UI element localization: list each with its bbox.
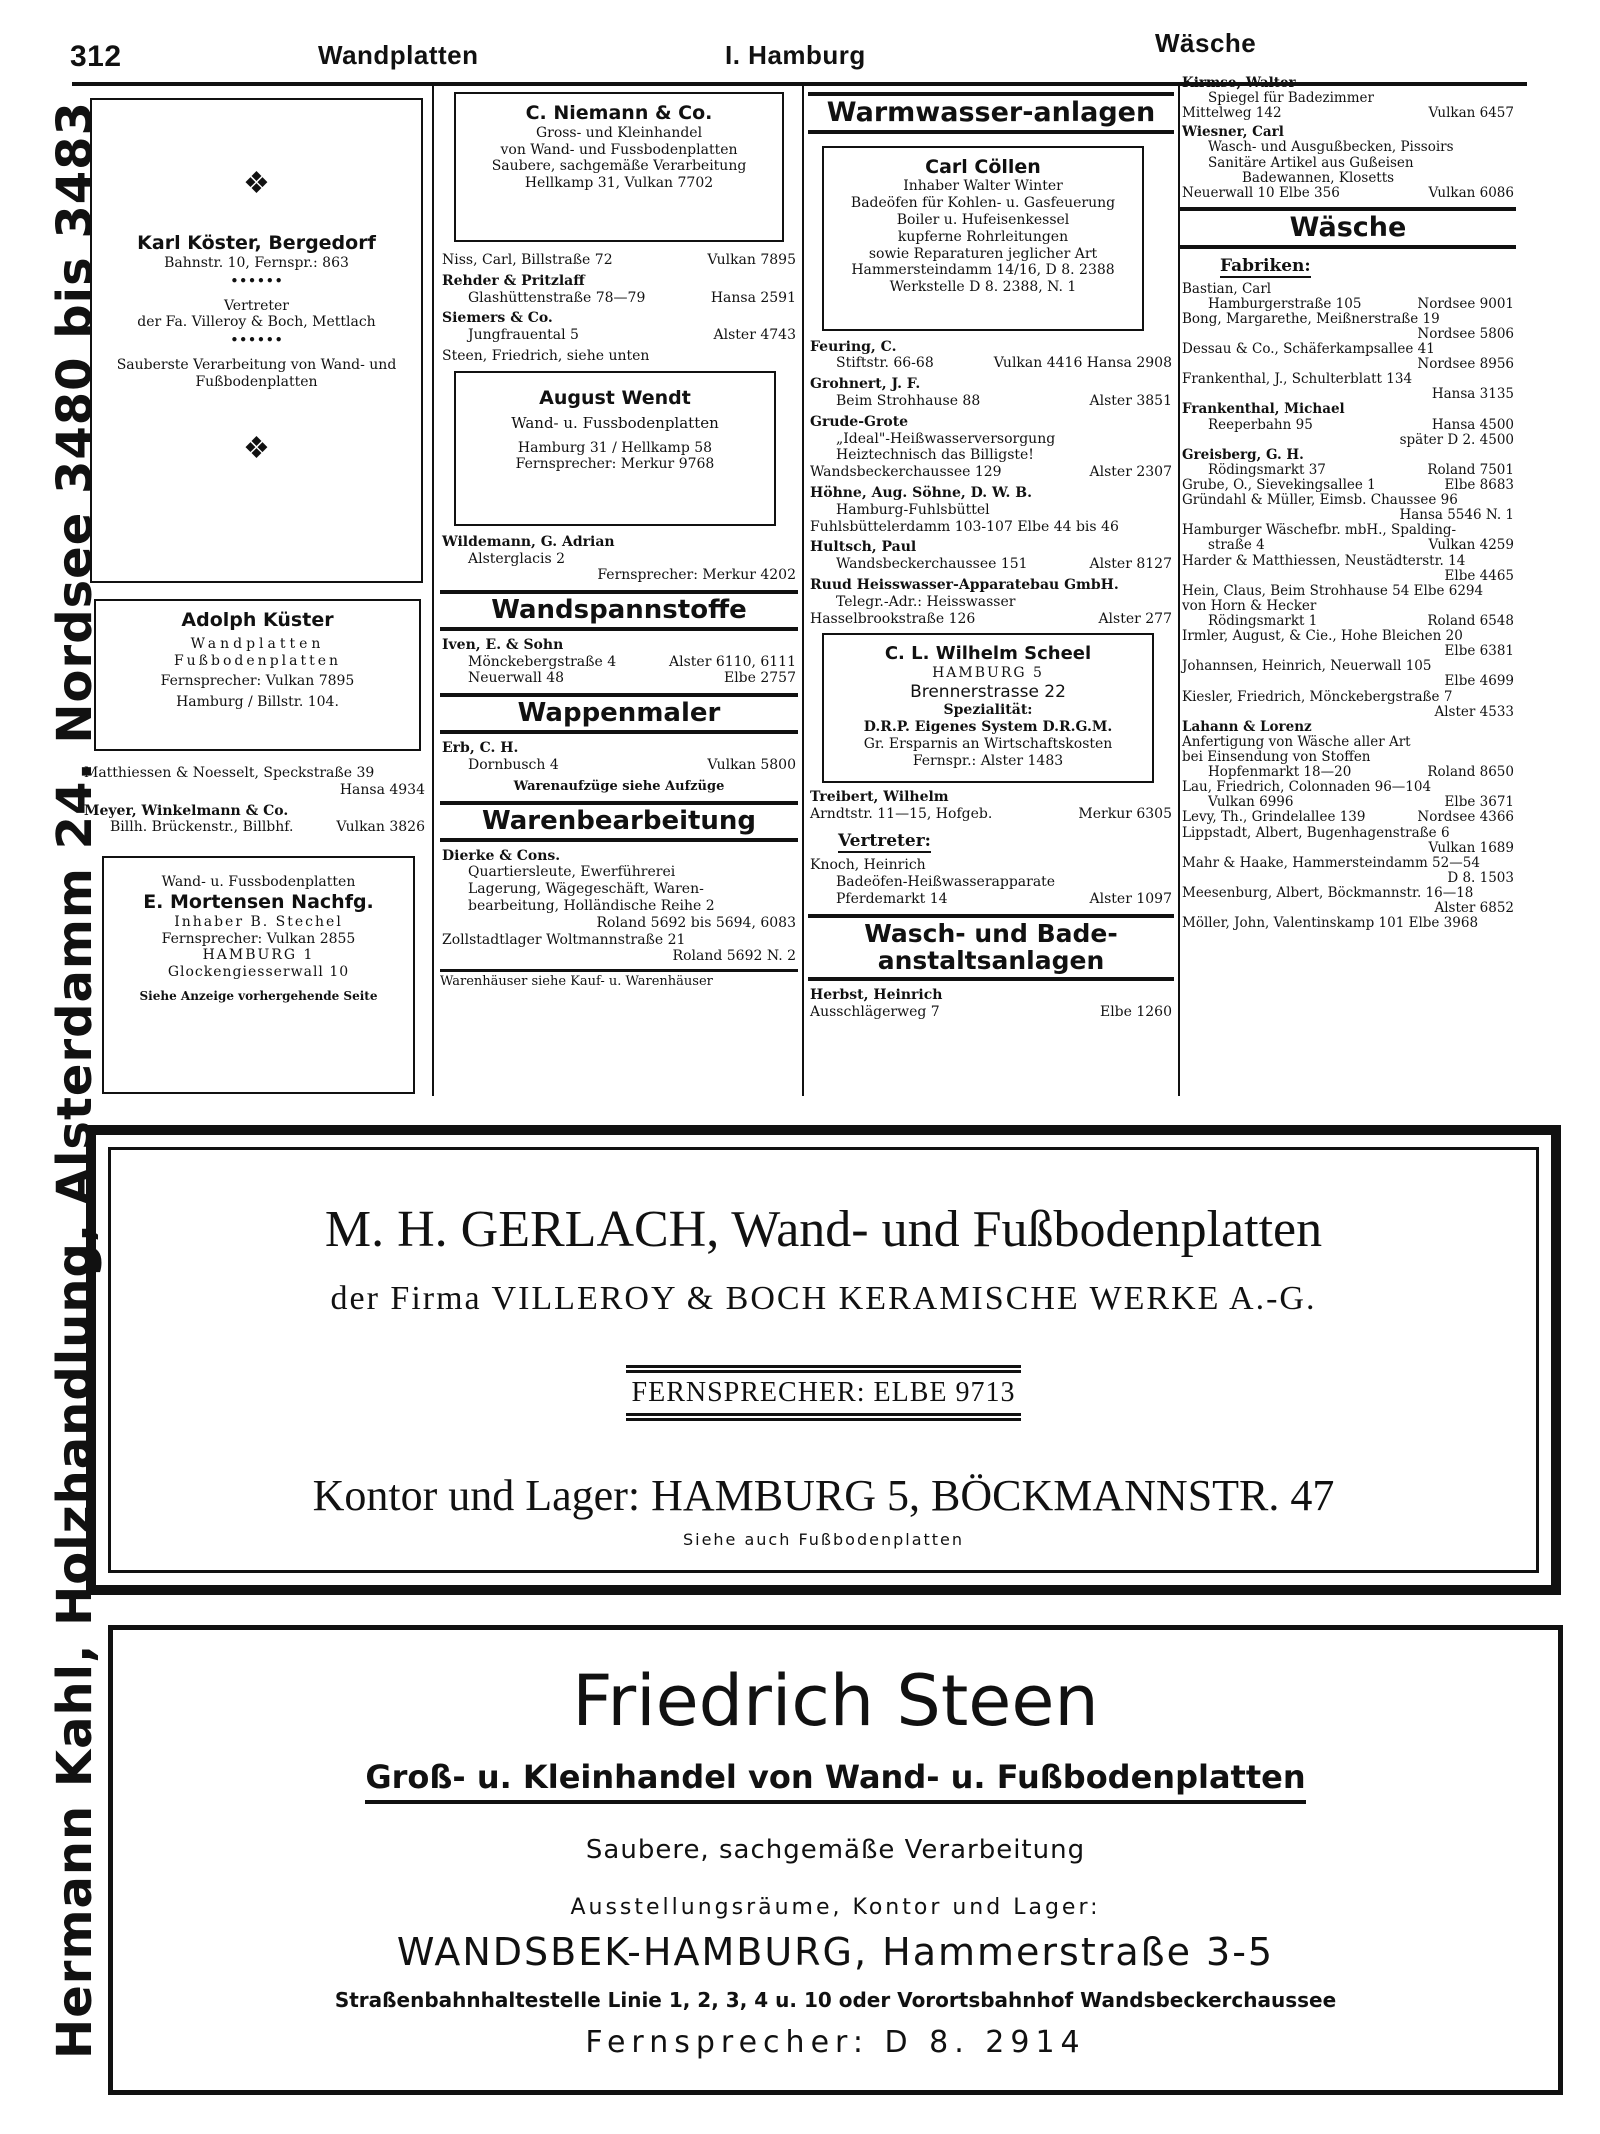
list-item: Dierke & Cons. Quartiersleute, Ewerführerei Lagerung, Wägegeschäft, Waren- bearbeitung, Holländische Reihe 2 Roland 5692 bis 5694, 6083 Zollstadtlager Woltmannstraße 21 Roland 5692 N. 2 [442,847,796,965]
list-item-phone: Nordsee 9001 [1417,295,1514,312]
steen-l2: Ausstellungsräume, Kontor und Lager: [570,1895,1101,1920]
list-item [1182,659,1514,674]
list-item [1182,554,1514,569]
scheel-l5: Gr. Ersparnis an Wirtschaftskosten [863,735,1113,752]
mortensen-l4: HAMBURG 1 [202,947,315,964]
koester-l1: Vertreter [223,297,289,314]
steen-sub: Groß- u. Kleinhandel von Wand- u. Fußbodenplatten [365,1758,1305,1804]
list-item-phone: Elbe 4699 [1444,673,1514,690]
kuester-l4: Hamburg / Billstr. 104. [176,694,339,711]
list-item [1182,841,1514,856]
list-item-text: Lippstadt, Albert, Bugenhagenstraße 6 [1182,824,1450,841]
list-item-phone: Nordsee 5806 [1417,325,1514,342]
list-item [1182,599,1514,614]
scheel-l6: Fernspr.: Alster 1483 [912,752,1064,769]
list-item [1182,901,1514,916]
list-item [1182,463,1514,478]
header-center: I. Hamburg [725,40,866,70]
column-4 [1180,76,1516,931]
list-item-phone: Hansa 4500 [1431,416,1514,433]
list-item-text: Bastian, Carl [1182,280,1272,297]
list-item [1182,327,1514,342]
list-item [1182,372,1514,387]
list-item-phone: Nordsee 4366 [1417,809,1514,826]
list-item [1182,886,1514,901]
wendt-l3: Fernsprecher: Merkur 9768 [515,456,715,473]
col3-list [808,339,1174,628]
list-item-text: Dessau & Co., Schäferkampsallee 41 [1182,341,1435,358]
gerlach-note: Siehe auch Fußbodenplatten [682,1530,965,1549]
see-reference: Warenhäuser siehe Kauf- u. Warenhäuser [440,969,798,990]
list-item-text: Reeperbahn 95 [1208,416,1313,433]
kuester-ad [94,599,421,751]
list-item [1182,795,1514,810]
list-item [1182,584,1514,599]
list-item-text: Frankenthal, Michael [1182,401,1345,418]
list-item-text: Anfertigung von Wäsche aller Art [1182,733,1411,750]
scheel-name: C. L. Wilhelm Scheel [884,643,1092,665]
gerlach-ad [86,1125,1561,1595]
list-item-phone: Alster 6852 [1434,900,1514,917]
scheel-l3: Spezialität: [943,702,1033,719]
list-item [1182,493,1514,508]
dots: •••••• [229,271,284,290]
list-item-text: Hamburger Wäschefbr. mbH., Spalding- [1182,522,1457,539]
list-item-text: Greisberg, G. H. [1182,446,1304,463]
steen-title: Friedrich Steen [572,1660,1099,1742]
list-item [1182,433,1514,448]
koester-l3: Sauberste Verarbeitung von Wand- und Fußbodenplatten [116,357,397,390]
list-item-text: Mahr & Haake, Hammersteindamm 52—54 [1182,854,1480,871]
gerlach-phone-row [111,1365,1536,1421]
scheel-l4: D.R.P. Eigenes System D.R.G.M. [863,719,1113,736]
list-item [1182,735,1514,750]
section-heading: Warmwasser-anlagen [808,92,1174,134]
list-item [1182,674,1514,689]
steen-sub-row [113,1758,1558,1796]
wendt-name: August Wendt [539,386,691,409]
steen-l5: Fernsprecher: D 8. 2914 [585,2025,1086,2060]
ornament-icon: ❖ [243,166,270,201]
wendt-l2: Hamburg 31 / Hellkamp 58 [517,439,713,456]
list-item-phone: Vulkan 4259 [1428,537,1514,554]
list-item-phone: Elbe 8683 [1444,477,1514,494]
list-item [1182,826,1514,841]
list-item: Iven, E. & Sohn Mönckebergstraße 4 Alster 6110, 6111 Neuerwall 48 Elbe 2757 [442,636,796,687]
list-item-text: von Horn & Hecker [1182,597,1317,614]
section-heading: Wappenmaler [440,693,798,734]
coellen-l4: kupferne Rohrleitungen [897,228,1069,245]
list-item-phone: Roland 8650 [1427,764,1514,781]
list-item-text: Möller, John, Valentinskamp 101 Elbe 3968 [1182,915,1479,932]
list-item-text: Kiesler, Friedrich, Mönckebergstraße 7 [1182,688,1453,705]
list-item [1182,569,1514,584]
steen-ad [108,1625,1563,2095]
list-item-text: Harder & Matthiessen, Neustädterstr. 14 [1182,552,1466,569]
list-item [1182,312,1514,327]
list-item: Wildemann, G. Adrian Alsterglacis 2 Fernsprecher: Merkur 4202 [442,533,796,584]
list-item-phone: Hansa 5546 N. 1 [1399,507,1514,524]
list-item [1182,357,1514,372]
list-item: Grude-Grote „Ideal"-Heißwasserversorgung Heiztechnisch das Billigste! Wandsbeckerchaussee 129 Alster 2307 [810,413,1172,481]
scheel-l2: Brennerstrasse 22 [910,681,1066,702]
list-item-text: straße 4 [1208,537,1265,554]
gerlach-title: M. H. GERLACH, Wand- und Fußbodenplatten [324,1201,1323,1258]
list-item [1182,856,1514,871]
list-item [1182,916,1514,931]
list-item-text: Lahann & Lorenz [1182,718,1312,735]
list-item [1182,765,1514,780]
mortensen-l6: Siehe Anzeige vorhergehende Seite [139,988,378,1003]
list-item [1182,402,1514,417]
list-item [1182,690,1514,705]
coellen-name: Carl Cöllen [925,155,1041,178]
list-item-text: bei Einsendung von Stoffen [1182,748,1371,765]
steen-l1: Saubere, sachgemäße Verarbeitung [585,1835,1086,1865]
list-item [1182,297,1514,312]
list-item: Treibert, Wilhelm Arndtstr. 11—15, Hofgeb. Merkur 6305 [810,789,1172,823]
coellen-l1: Inhaber Walter Winter [903,178,1063,195]
kuester-name: Adolph Küster [181,609,334,631]
niemann-l2: von Wand- und Fussbodenplatten [500,141,738,158]
list-item [1182,448,1514,463]
page-number: 312 [70,40,122,73]
list-item-text: Rödingsmarkt 1 [1208,613,1318,629]
col2-list [440,252,798,365]
list-item: Siemers & Co. Jungfrauental 5 Alster 4743 [442,310,796,344]
list-item [1182,523,1514,538]
list-item-text: Hopfenmarkt 18—20 [1208,764,1352,781]
list-item-phone: später D 2. 4500 [1399,431,1514,448]
list-item [1182,871,1514,886]
col-divider-2 [802,86,804,1096]
waesche-list [1180,282,1516,932]
gerlach-ad-inner [108,1147,1539,1573]
list-item-text: Meesenburg, Albert, Böckmannstr. 16—18 [1182,884,1474,901]
list-item: Kirmse, Walter Spiegel für Badezimmer Mittelweg 142 Vulkan 6457 [1182,75,1514,122]
list-item-text: Irmler, August, & Cie., Hohe Bleichen 20 [1182,628,1463,645]
koester-name: Karl Köster, Bergedorf [137,232,376,254]
list-item: Hultsch, Paul Wandsbeckerchaussee 151 Alster 8127 [810,539,1172,573]
list-item [1182,644,1514,659]
list-item [1182,508,1514,523]
section-heading: Wasch- und Bade-anstaltsanlagen [808,914,1174,981]
list-item [1182,478,1514,493]
list-item-phone: Elbe 4465 [1444,567,1514,584]
list-item-phone: Roland 6548 [1427,613,1514,629]
list-item: Höhne, Aug. Söhne, D. W. B. Hamburg-Fuhlsbüttel Fuhlsbüttelerdamm 103-107 Elbe 44 bis 46 [810,485,1119,535]
col1-list [82,765,427,836]
list-item: Ruud Heisswasser-Apparatebau GmbH. Telegr.-Adr.: Heisswasser Hasselbrookstraße 126 Alster 277 [810,577,1172,627]
column-1 [82,86,427,1094]
list-item: Niss, Carl, Billstraße 72 Vulkan 7895 [442,252,796,268]
coellen-l2: Badeöfen für Kohlen- u. Gasfeuerung [850,195,1116,212]
mortensen-l5: Glockengiesserwall 10 [167,964,350,981]
list-item [1182,342,1514,357]
list-item [1182,614,1514,629]
list-item-phone: Roland 7501 [1427,461,1514,478]
list-item-phone: Vulkan 1689 [1428,839,1514,856]
list-item: Wiesner, Carl Wasch- und Ausgußbecken, Pissoirs Sanitäre Artikel aus Gußeisen Badewannen, Klosetts Neuerwall 10 Elbe 356 Vulkan 6086 [1182,124,1514,201]
list-item: Steen, Friedrich, siehe unten [442,347,650,364]
list-item-text: Frankenthal, J., Schulterblatt 134 [1182,371,1413,388]
list-item-phone: Elbe 3671 [1444,794,1514,811]
coellen-l5: sowie Reparaturen jeglicher Art [868,245,1098,262]
list-item: Rehder & Pritzlaff Glashüttenstraße 78—79 Hansa 2591 [442,272,796,306]
list-item-text: Vulkan 6996 [1208,794,1294,811]
list-item [1182,282,1514,297]
list-item-phone: Elbe 6381 [1444,643,1514,660]
list-item: Herbst, Heinrich Ausschlägerweg 7 Elbe 1260 [810,986,1172,1020]
niemann-l3: Saubere, sachgemäße Verarbeitung [491,158,747,175]
vertreter-heading: Vertreter: [838,831,931,853]
wendt-l1: Wand- u. Fussbodenplatten [511,413,719,432]
niemann-l1: Gross- und Kleinhandel [535,124,703,141]
gerlach-phone: FERNSPRECHER: ELBE 9713 [626,1365,1022,1421]
section-heading: Wäsche [1180,207,1516,249]
koester-ad [90,98,423,583]
list-item [1182,538,1514,553]
scheel-l1: HAMBURG 5 [932,665,1044,682]
list-item: Matthiessen & Noesselt, Speckstraße 39 Hansa 4934 [84,765,425,798]
coellen-ad [822,146,1144,331]
list-item: Erb, C. H. Dornbusch 4 Vulkan 5800 [442,739,796,773]
list-item-text: Gründahl & Müller, Eimsb. Chaussee 96 [1182,492,1458,509]
side-advert-text: Hermann Kahl, Holzhandlung, Alsterdamm 24. Nordsee 3480 bis 3483 [47,101,103,2059]
fabriken-heading: Fabriken: [1220,257,1311,278]
col-divider-1 [432,86,434,1096]
list-item: Knoch, Heinrich Badeöfen-Heißwasserapparate Pferdemarkt 14 Alster 1097 [810,857,1172,908]
section-heading: Warenbearbeitung [440,801,798,842]
kuester-l1: Wandplatten [190,635,325,652]
column-3 [808,86,1174,1024]
column-2 [440,86,798,990]
niemann-name: C. Niemann & Co. [525,102,713,124]
list-item [1182,705,1514,720]
list-item [1182,750,1514,765]
mortensen-ad [102,856,415,1094]
list-item-phone: D 8. 1503 [1447,869,1514,886]
mortensen-name: E. Mortensen Nachfg. [143,890,374,913]
mortensen-l1: Wand- u. Fussbodenplatten [161,874,356,891]
koester-l2: der Fa. Villeroy & Boch, Mettlach [137,314,376,331]
list-item-phone: Alster 4533 [1434,703,1514,720]
ornament-icon: ❖ [243,430,270,466]
list-item-text: Johannsen, Heinrich, Neuerwall 105 [1182,658,1432,675]
mortensen-l2: Inhaber B. Stechel [174,913,343,930]
see-reference: Warenaufzüge siehe Aufzüge [513,779,725,795]
list-item-text: Lau, Friedrich, Colonnaden 96—104 [1182,779,1432,796]
list-item [1182,810,1514,825]
koester-addr: Bahnstr. 10, Fernspr.: 863 [164,254,349,271]
niemann-ad [454,92,784,242]
list-item-phone: Hansa 3135 [1431,386,1514,403]
steen-l4: Straßenbahnhaltestelle Linie 1, 2, 3, 4 u. 10 oder Vorortsbahnhof Wandsbeckerchaussee [334,1988,1337,2012]
coellen-l7: Werkstelle D 8. 2388, N. 1 [889,279,1077,296]
gerlach-sub: der Firma VILLEROY & BOCH KERAMISCHE WERKE A.-G. [330,1280,1317,1317]
steen-l3: WANDSBEK-HAMBURG, Hammerstraße 3-5 [396,1930,1275,1974]
header-left: Wandplatten [318,40,479,70]
list-item: Meyer, Winkelmann & Co. Billh. Brückenstr., Billbhf. Vulkan 3826 [84,802,425,836]
list-item [1182,387,1514,402]
header-right: Wäsche [1155,28,1257,58]
list-item-text: Grube, O., Sievekingsallee 1 [1182,477,1376,494]
list-item-text: Bong, Margarethe, Meißnerstraße 19 [1182,310,1440,327]
dots: •••••• [229,331,284,350]
gerlach-kontor: Kontor und Lager: HAMBURG 5, BÖCKMANNSTR. 47 [312,1471,1335,1520]
coellen-l3: Boiler u. Hufeisenkessel [896,212,1070,229]
mortensen-l3: Fernsprecher: Vulkan 2855 [161,930,356,947]
list-item [1182,418,1514,433]
scheel-ad [822,633,1154,783]
list-item-text: Hamburgerstraße 105 [1208,295,1362,312]
wendt-ad [454,371,776,526]
list-item: Feuring, C. Stiftstr. 66-68 Vulkan 4416 Hansa 2908 [810,338,1172,372]
kuester-l3: Fernsprecher: Vulkan 7895 [160,673,355,690]
list-item-phone: Nordsee 8956 [1417,356,1514,373]
list-item [1182,780,1514,795]
list-item [1182,629,1514,644]
list-item [1182,720,1514,735]
section-heading: Wandspannstoffe [440,590,798,631]
kuester-l2: Fußbodenplatten [173,652,342,669]
list-item-text: Levy, Th., Grindelallee 139 [1182,809,1366,826]
list-item: Grohnert, J. F. Beim Strohhause 88 Alster 3851 [810,376,1172,410]
coellen-l6: Hammersteindamm 14/16, D 8. 2388 [851,262,1115,279]
list-item-text: Rödingsmarkt 37 [1208,461,1326,478]
list-item-text: Hein, Claus, Beim Strohhause 54 Elbe 6294 [1182,582,1484,599]
niemann-l4: Hellkamp 31, Vulkan 7702 [524,175,714,192]
